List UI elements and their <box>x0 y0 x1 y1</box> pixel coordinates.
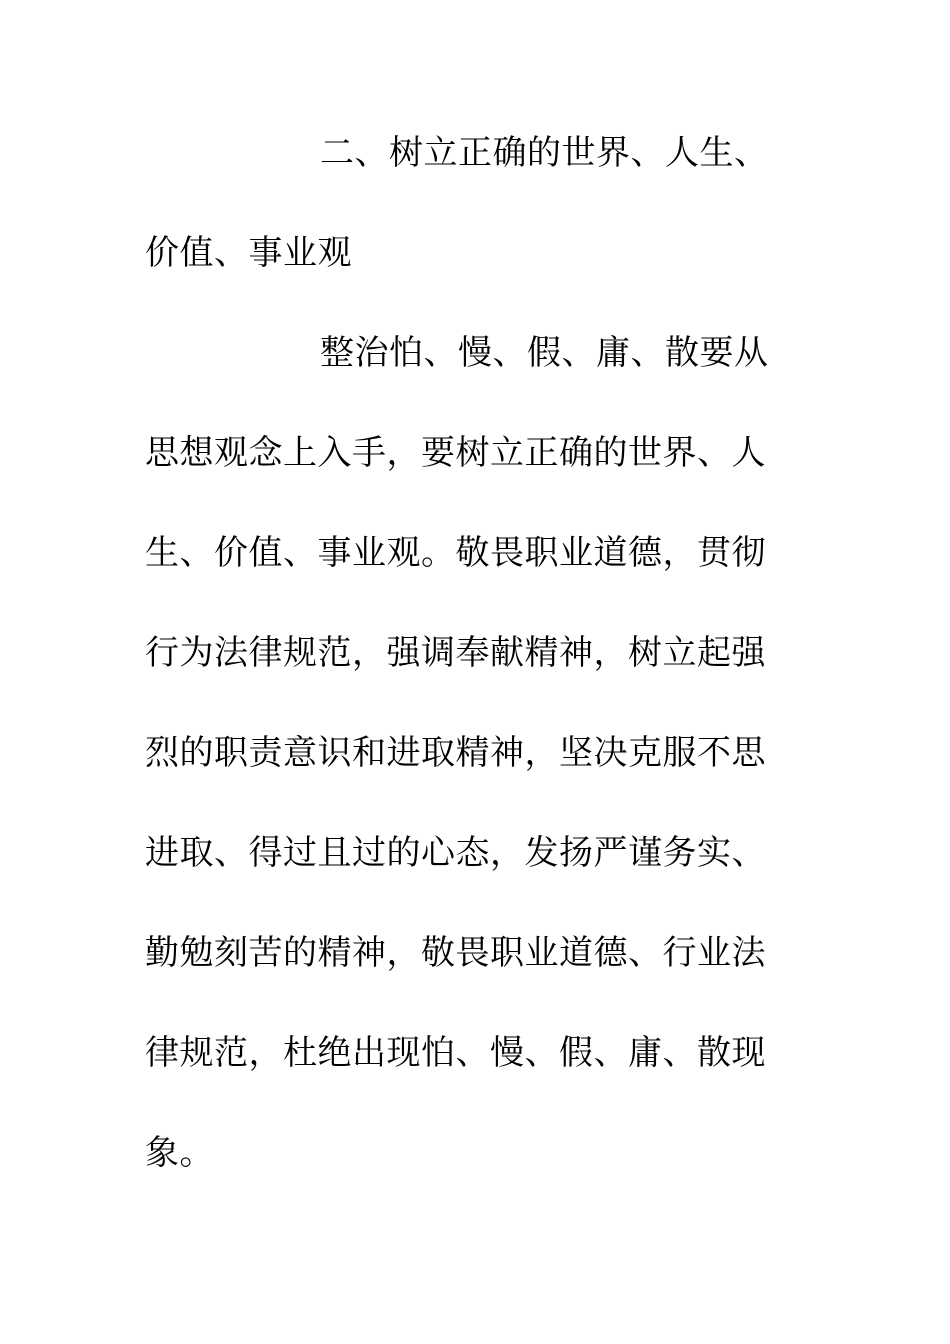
section-heading-line-1: 二、树立正确的世界、人生、 <box>320 133 769 173</box>
body-text-line: 生、价值、事业观。敬畏职业道德，贯彻 <box>145 533 766 573</box>
body-text-line: 律规范，杜绝出现怕、慢、假、庸、散现 <box>145 1033 766 1073</box>
body-text-line: 思想观念上入手，要树立正确的世界、人 <box>145 433 766 473</box>
body-text-line: 勤勉刻苦的精神，敬畏职业道德、行业法 <box>145 933 766 973</box>
body-text-line: 行为法律规范，强调奉献精神，树立起强 <box>145 633 766 673</box>
body-text-line: 象。 <box>145 1133 214 1173</box>
section-heading-line-2: 价值、事业观 <box>145 233 352 273</box>
body-text-line: 整治怕、慢、假、庸、散要从 <box>320 333 769 373</box>
body-text-line: 烈的职责意识和进取精神，坚决克服不思 <box>145 733 766 773</box>
body-text-line: 进取、得过且过的心态，发扬严谨务实、 <box>145 833 766 873</box>
